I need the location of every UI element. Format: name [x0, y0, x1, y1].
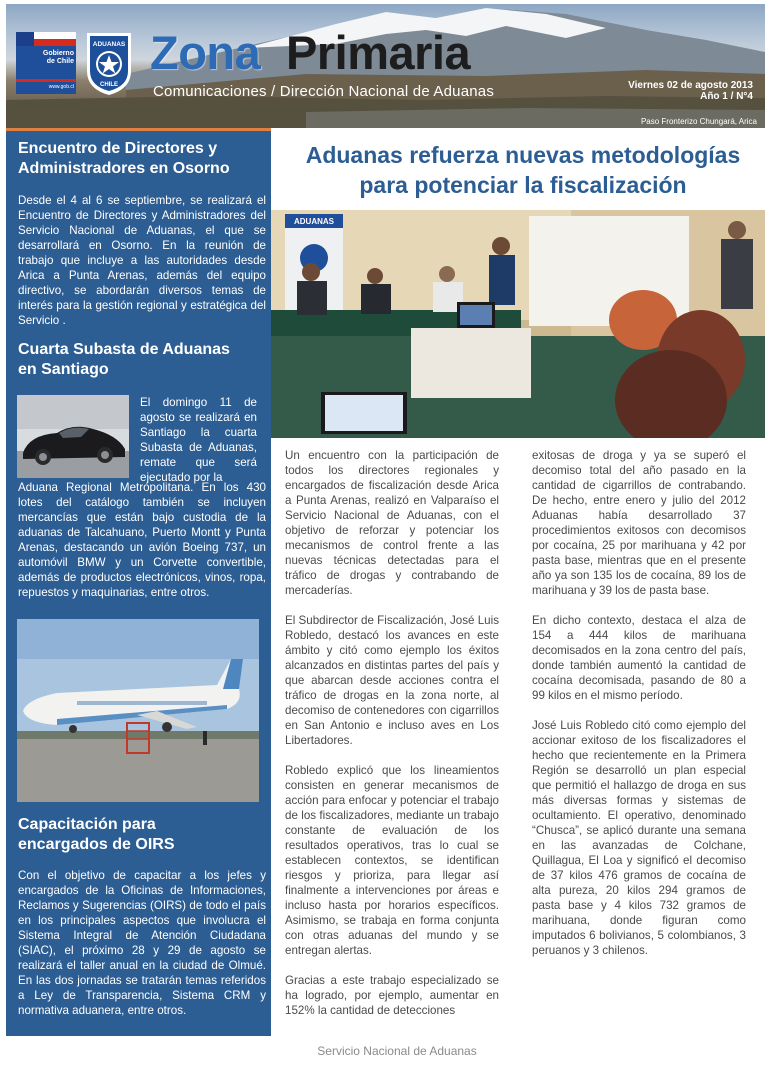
masthead-subtitle: Comunicaciones / Dirección Nacional de Aduanas	[153, 83, 495, 100]
article-paragraph: José Luis Robledo citó como ejemplo del accionar exitoso de los fiscalizadores el hecho que recientemente en la Primera Región se desarrolló un plan especial que permitió el hallazgo de droga en sus más diversas formas y sistemas de ocultamiento. El operativo, denominado “Chusca”, se aplicó durante una semana en las avanzadas de Colchane, Quillagua, El Loa y significó el decomiso de 37 kilos 476 gramos de cocaína de alta pureza, 20 kilos 294 gramos de pasta base y 4 kilos 732 gramos de marihuana, donde figuran como imputados 6 bolivianos, 5 colombianos, 3 peruanos y 3 chilenos.	[532, 719, 746, 957]
subasta-heading: Cuarta Subasta de Aduanas en Santiago	[18, 341, 230, 378]
article-paragraph: Robledo explicó que los lineamientos consisten en generar mecanismos de acción para enfocar y potenciar el trabajo de los fiscalizadores, mediante un trabajo constante de evaluación de los resultados operativos, tras lo cual se establecen contextos, se identifican riesgos y prioriza, para llegar así finalmente a intervenciones por áreas e incluso hasta por horarios específicos. Asimismo, se trabaja en forma conjunta con otras aduanas del mundo y se entregan alertas.	[285, 764, 499, 957]
article-paragraph: exitosas de droga y ya se superó el decomiso total del año pasado en la cantidad de cigarrillos de contrabando. De hecho, entre enero y julio del 2012 Aduanas había desarrollado 37 procedimientos exitosos con decomisos por cocaína, 25 por marihuana y 42 por pasta base, mientras que en el presente año ya son 135 los de cocaína, 89 los de marihuana y 39 los de pasta base.	[532, 449, 746, 597]
svg-text:ADUANAS: ADUANAS	[294, 217, 334, 226]
masthead-title-primaria: Primaria	[286, 26, 471, 79]
aduanas-chile-shield-logo	[84, 31, 134, 97]
osorno-body: Desde el 4 al 6 se septiembre, se realizará el Encuentro de Directores y Administradores del Servicio Nacional de Aduanas, el que se desarrollará en Osorno. En la reunión de trabajo que incluye a las autoridades desde Arica a Punta Arenas, además del equipo directivo, se abordarán diversos temas de interés para la gestión regional y estratégica del Servicio .	[18, 194, 266, 327]
gobierno-de-chile-logo: Gobierno de Chile www.gob.cl	[16, 32, 76, 94]
boeing-airplane-photo	[17, 619, 259, 802]
svg-text:CHILE: CHILE	[100, 82, 118, 88]
subasta-body: Aduana Regional Metropolitana. En los 430 lotes del catálogo también se incluyen mercancías que están bajo custodia de la aduanas de Talcahuano, Puerto Montt y Punta Arenas, destacando un avión Boeing 737, un automóvil BMW y un Corvette convertible, además de productos electrónicos, vinos, ropa, repuestos y maquinarias, entre otros.	[18, 481, 266, 599]
article-paragraph: En dicho contexto, destaca el alza de 154 a 444 kilos de marihuana decomisados en la zona centro del país, donde también aumentó la cantidad de cocaína decomisada, pasando de 80 a 99 kilos en el mismo período.	[532, 614, 746, 702]
article-paragraph: Un encuentro con la participación de todos los directores regionales y encargados de fiscalización desde Arica a Punta Arenas, realizó en Valparaíso el Servicio Nacional de Aduanas, con el objetivo de reforzar y potenciar los mecanismos de control frente a las nuevas técnicas detectadas para el tráfico de drogas y contrabando de mercaderías.	[285, 449, 499, 597]
sidebar-news	[6, 128, 271, 1036]
oirs-heading: Capacitación para encargados de OIRS	[18, 816, 175, 853]
article-headline: Aduanas refuerza nuevas metodologías para potenciar la fiscalización	[305, 142, 741, 198]
svg-text:ADUANAS: ADUANAS	[92, 41, 126, 48]
osorno-heading: Encuentro de Directores y Administradores en Osorno	[18, 140, 230, 177]
meeting-photo	[271, 210, 765, 438]
issue-date: Viernes 02 de agosto 2013	[628, 80, 753, 91]
article-paragraph: Gracias a este trabajo especializado se ha logrado, por ejemplo, aumentar en 152% la cantidad de detecciones	[285, 974, 499, 1017]
article-column-2	[532, 448, 746, 973]
issue-number: Año 1 / N°4	[700, 91, 753, 102]
article-paragraph: El Subdirector de Fiscalización, José Luis Robledo, destacó los avances en este ámbito y citó como ejemplo los éxitos alcanzados en distintas partes del país y que abarcan desde acciones contra el tráfico de drogas en la zona norte, al decomiso de contenedores con cigarrillos en San Antonio e incluso aves en Los Libertadores.	[285, 614, 499, 747]
header-photo-caption: Paso Fronterizo Chungará, Arica	[640, 117, 757, 126]
article-column-1	[285, 448, 499, 1033]
corvette-car-photo	[17, 395, 129, 478]
oirs-body: Con el objetivo de capacitar a los jefes y encargados de la Oficinas de Informaciones, Reclamos y Sugerencias (OIRS) de todo el país en los principales aspectos que involucra el Sistema Integral de Atención Ciudadana (SIAC), el próximo 28 y 29 de agosto se realizará el taller anual en la ciudad de Olmué. En las dos jornadas se tratarán temas referidos a Ley de Transparencia, Sistema CRM y normativa aduanera, entre otros.	[18, 869, 266, 1017]
masthead-title-zona: Zona	[150, 26, 261, 79]
subasta-body-beside-photo: El domingo 11 de agosto se realizará en Santiago la cuarta Subasta de Aduanas, remate que será ejecutado por la	[140, 396, 257, 484]
footer-publisher: Servicio Nacional de Aduanas	[317, 1044, 477, 1058]
masthead	[6, 4, 765, 128]
